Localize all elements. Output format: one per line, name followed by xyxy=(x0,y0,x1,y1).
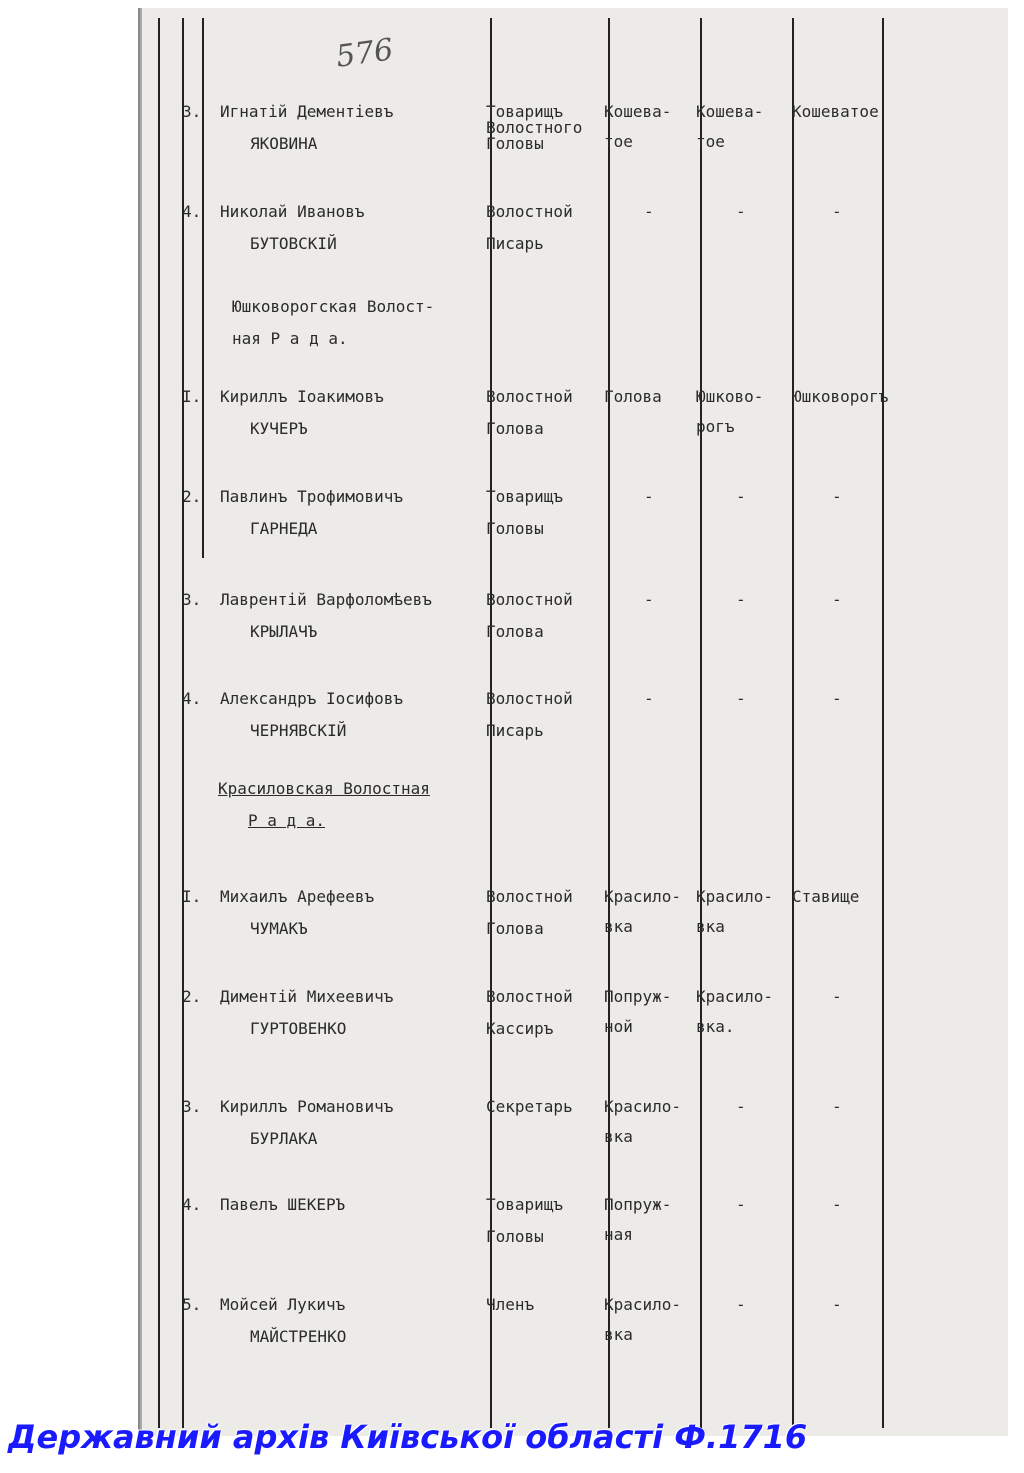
row-number: 3. xyxy=(182,1097,202,1116)
place-cell: Красило- xyxy=(604,1097,682,1116)
row-number: I. xyxy=(182,887,202,906)
person-given-name: Кириллъ Іоакимовъ xyxy=(220,387,384,406)
row-number: 5. xyxy=(182,1295,202,1314)
person-given-name: Диментій Михеевичъ xyxy=(220,987,394,1006)
archive-watermark: Державний архів Київської області Ф.1716 xyxy=(8,1418,808,1456)
place-cell: - xyxy=(832,590,842,609)
column-rule xyxy=(158,18,160,1428)
row-number: I. xyxy=(182,387,202,406)
page-number: 576 xyxy=(333,32,396,75)
row-number: 2. xyxy=(182,487,202,506)
person-surname: БУТОВСКІЙ xyxy=(250,234,337,253)
place-cell: Красило- xyxy=(696,987,774,1006)
person-given-name: Александръ Іосифовъ xyxy=(220,689,404,708)
person-given-name: Мойсей Лукичъ xyxy=(220,1295,346,1314)
place-cell: - xyxy=(736,1195,746,1214)
place-cell: Кошеватое xyxy=(792,102,879,121)
position-cell: Товарищъ xyxy=(486,487,564,506)
place-cell: Ставище xyxy=(792,887,860,906)
place-cell: - xyxy=(832,689,842,708)
place-cell: Кошева- xyxy=(604,102,672,121)
column-rule xyxy=(882,18,884,1428)
position-cell: Голова xyxy=(486,622,544,641)
place-cell: - xyxy=(832,987,842,1006)
group-title-line: Р а д а. xyxy=(248,811,326,830)
position-cell: Писарь xyxy=(486,721,544,740)
person-surname: КУЧЕРЪ xyxy=(250,419,308,438)
place-cell: Попруж- xyxy=(604,987,672,1006)
place-cell: - xyxy=(644,202,654,221)
place-cell: Красило- xyxy=(696,887,774,906)
person-surname: ЧУМАКЪ xyxy=(250,919,308,938)
place-cell: - xyxy=(644,590,654,609)
place-cell: - xyxy=(736,487,746,506)
column-rule xyxy=(202,18,204,558)
person-surname: ГАРНЕДА xyxy=(250,519,318,538)
place-cell: Красило- xyxy=(604,1295,682,1314)
place-cell: тое xyxy=(696,132,725,151)
position-cell: Волостной xyxy=(486,689,573,708)
person-surname: ЯКОВИНА xyxy=(250,134,318,153)
column-rule xyxy=(792,18,794,1428)
place-cell: вка xyxy=(696,917,725,936)
position-cell: Волостной xyxy=(486,387,573,406)
place-cell: рогъ xyxy=(696,417,735,436)
column-rule xyxy=(608,18,610,1428)
place-cell: Кошева- xyxy=(696,102,764,121)
position-cell: Секретарь xyxy=(486,1097,573,1116)
person-surname: БУРЛАКА xyxy=(250,1129,318,1148)
place-cell: Попруж- xyxy=(604,1195,672,1214)
column-rule xyxy=(182,18,184,1428)
place-cell: тое xyxy=(604,132,633,151)
position-cell: Товарищъ xyxy=(486,1195,564,1214)
person-given-name: Игнатій Дементіевъ xyxy=(220,102,394,121)
place-cell: - xyxy=(644,689,654,708)
position-cell: Членъ xyxy=(486,1295,535,1314)
position-cell: Головы xyxy=(486,1227,544,1246)
place-cell: ная xyxy=(604,1225,633,1244)
position-cell: Волостной xyxy=(486,887,573,906)
place-cell: - xyxy=(736,202,746,221)
place-cell: вка. xyxy=(696,1017,735,1036)
place-cell: вка xyxy=(604,917,633,936)
position-cell: Товарищъ xyxy=(486,102,564,121)
person-surname: ГУРТОВЕНКО xyxy=(250,1019,347,1038)
place-cell: вка xyxy=(604,1127,633,1146)
person-given-name: Лаврентій Варфоломѣевъ xyxy=(220,590,432,609)
row-number: 3. xyxy=(182,590,202,609)
row-number: 4. xyxy=(182,202,202,221)
person-surname: МАЙСТРЕНКО xyxy=(250,1327,347,1346)
place-cell: - xyxy=(736,1295,746,1314)
position-cell: Кассиръ xyxy=(486,1019,554,1038)
place-cell: Голова xyxy=(604,387,662,406)
place-cell: Юшково- xyxy=(696,387,764,406)
row-number: 2. xyxy=(182,987,202,1006)
position-cell: Волостного xyxy=(486,118,583,137)
row-number: 4. xyxy=(182,689,202,708)
group-title-line: Юшковорогская Волост- xyxy=(232,297,435,316)
place-cell: - xyxy=(832,1195,842,1214)
position-cell: Волостной xyxy=(486,590,573,609)
place-cell: Юшковорогъ xyxy=(792,387,889,406)
place-cell: - xyxy=(644,487,654,506)
person-given-name: Николай Ивановъ xyxy=(220,202,365,221)
place-cell: - xyxy=(832,1097,842,1116)
position-cell: Писарь xyxy=(486,234,544,253)
row-number: 4. xyxy=(182,1195,202,1214)
place-cell: - xyxy=(832,1295,842,1314)
person-surname: КРЫЛАЧЪ xyxy=(250,622,318,641)
group-title-line: ная Р а д а. xyxy=(232,329,348,348)
place-cell: вка xyxy=(604,1325,633,1344)
position-cell: Голова xyxy=(486,919,544,938)
person-given-name: Павелъ ШЕКЕРЪ xyxy=(220,1195,346,1214)
column-rule xyxy=(700,18,702,1428)
position-cell: Волостной xyxy=(486,202,573,221)
place-cell: - xyxy=(832,487,842,506)
person-given-name: Кириллъ Романовичъ xyxy=(220,1097,394,1116)
place-cell: - xyxy=(832,202,842,221)
person-given-name: Михаилъ Арефеевъ xyxy=(220,887,375,906)
person-given-name: Павлинъ Трофимовичъ xyxy=(220,487,404,506)
group-title-line: Красиловская Волостная xyxy=(218,779,430,798)
document-page xyxy=(138,8,1008,1436)
position-cell: Головы xyxy=(486,134,544,153)
place-cell: - xyxy=(736,590,746,609)
place-cell: Красило- xyxy=(604,887,682,906)
place-cell: - xyxy=(736,1097,746,1116)
place-cell: - xyxy=(736,689,746,708)
position-cell: Волостной xyxy=(486,987,573,1006)
place-cell: ной xyxy=(604,1017,633,1036)
position-cell: Головы xyxy=(486,519,544,538)
position-cell: Голова xyxy=(486,419,544,438)
row-number: 3. xyxy=(182,102,202,121)
person-surname: ЧЕРНЯВСКІЙ xyxy=(250,721,347,740)
